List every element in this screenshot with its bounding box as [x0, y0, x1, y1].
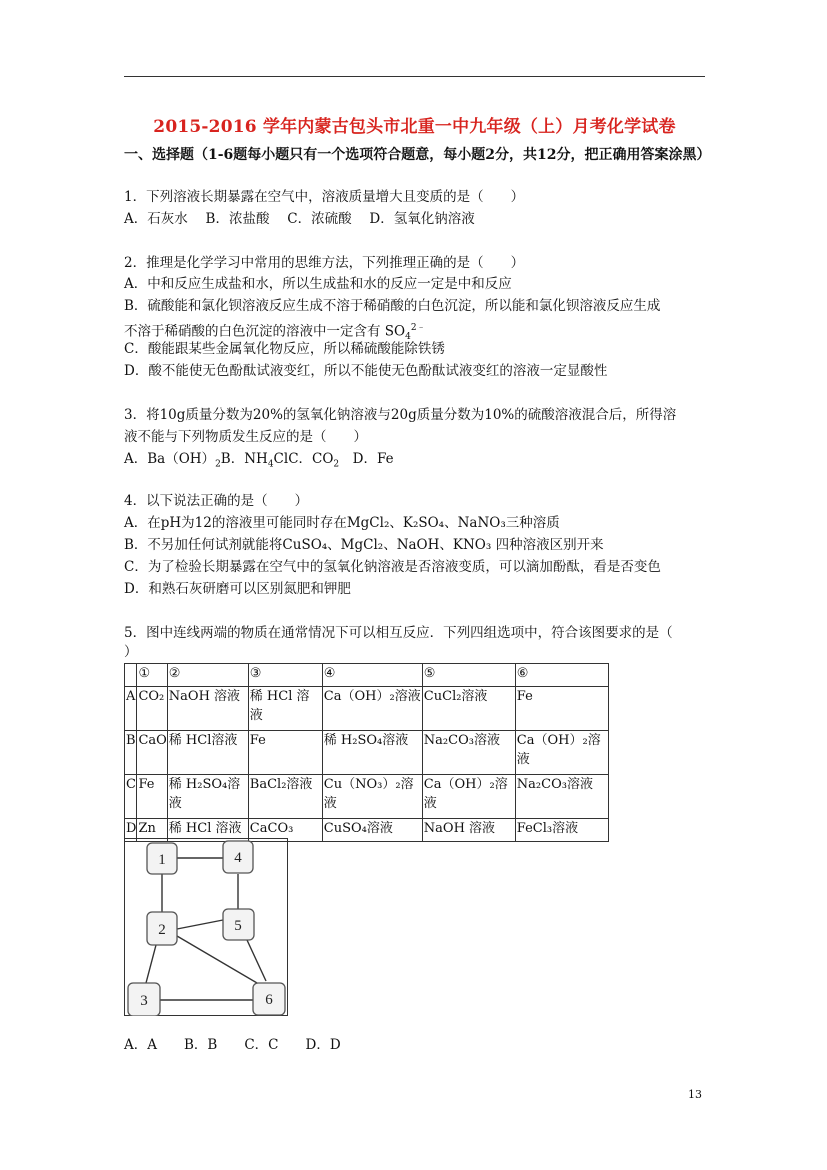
- table-cell: CuSO₄溶液: [322, 819, 422, 842]
- edge-2-6: [177, 936, 257, 983]
- table-cell: Cu（NO₃）₂溶液: [322, 775, 422, 819]
- node-2-label: 2: [158, 922, 166, 938]
- table-cell: 稀 H₂SO₄溶液: [167, 775, 248, 819]
- question-4-option-a: A．在pH为12的溶液里可能同时存在MgCl₂、K₂SO₄、NaNO₃三种溶质: [124, 515, 560, 531]
- table-cell: C: [125, 775, 137, 819]
- question-2-option-d: D．酸不能使无色酚酞试液变红，所以不能使无色酚酞试液变红的溶液一定显酸性: [124, 363, 608, 379]
- question-4-option-c: C．为了检验长期暴露在空气中的氢氧化钠溶液是否溶液变质，可以滴加酚酞，看是否变色: [124, 559, 661, 575]
- table-cell: Ca（OH）₂溶液: [322, 687, 422, 731]
- question-5-line2: ）: [124, 644, 138, 660]
- table-cell: ③: [248, 664, 322, 687]
- question-1-stem: 1．下列溶液长期暴露在空气中，溶液质量增大且变质的是（ ）: [124, 189, 525, 205]
- question-3-line1: 3．将10g质量分数为20%的氢氧化钠溶液与20g质量分数为10%的硫酸溶液混合后，所得溶: [124, 407, 677, 423]
- table-cell: Fe: [515, 687, 608, 731]
- table-cell: Na₂CO₃溶液: [422, 731, 515, 775]
- header-rule: [124, 76, 705, 77]
- question-4-option-b: B．不另加任何试剂就能将CuSO₄、MgCl₂、NaOH、KNO₃ 四种溶液区别开来: [124, 537, 604, 553]
- edge-2-5: [177, 920, 223, 929]
- table-cell: NaOH 溶液: [422, 819, 515, 842]
- table-header-row: [125, 664, 609, 687]
- node-1-label: 1: [158, 852, 166, 868]
- question-3-line2: 液不能与下列物质发生反应的是（ ）: [124, 429, 367, 445]
- table-cell: 稀 HCl 溶液: [248, 687, 322, 731]
- reaction-diagram: [124, 838, 288, 1016]
- question-2-option-c: C．酸能跟某些金属氧化物反应，所以稀硫酸能除铁锈: [124, 341, 445, 357]
- table-cell: Ca（OH）₂溶液: [515, 731, 608, 775]
- question-2-stem: 2．推理是化学学习中常用的思维方法，下列推理正确的是（ ）: [124, 255, 525, 271]
- node-3-label: 3: [140, 993, 148, 1009]
- table-cell: FeCl₃溶液: [515, 819, 608, 842]
- table-cell: Fe: [137, 775, 167, 819]
- section-heading: 一、选择题（1-6题每小题只有一个选项符合题意，每小题2分，共12分，把正确用答案涂黑）: [124, 147, 711, 163]
- table-cell: Fe: [248, 731, 322, 775]
- table-cell: Na₂CO₃溶液: [515, 775, 608, 819]
- question-5-line1: 5．图中连线两端的物质在通常情况下可以相互反应．下列四组选项中，符合该图要求的是（: [124, 625, 673, 641]
- diagram-nodes: [128, 841, 285, 1016]
- table-cell: B: [125, 731, 137, 775]
- table-cell: CaCO₃: [248, 819, 322, 842]
- question-2-option-a: A．中和反应生成盐和水，所以生成盐和水的反应一定是中和反应: [124, 276, 512, 292]
- table-cell: NaOH 溶液: [167, 687, 248, 731]
- table-cell: BaCl₂溶液: [248, 775, 322, 819]
- table-row: [125, 775, 609, 819]
- table-cell: ①: [137, 664, 167, 687]
- table-cell: ②: [167, 664, 248, 687]
- table-cell: A: [125, 687, 137, 731]
- edge-2-3: [146, 945, 156, 983]
- question-4-option-d: D．和熟石灰研磨可以区别氮肥和钾肥: [124, 581, 351, 597]
- table-cell: [125, 664, 137, 687]
- edge-5-6: [247, 940, 266, 981]
- page-title: 2015-2016 学年内蒙古包头市北重一中九年级（上）月考化学试卷: [153, 117, 676, 137]
- node-4-label: 4: [234, 850, 242, 866]
- table-cell: CaO: [137, 731, 167, 775]
- table-row: [125, 687, 609, 731]
- question-2-option-b-line2: 不溶于稀硝酸的白色沉淀的溶液中一定含有 $SO_4^{2﹣}$: [124, 323, 426, 343]
- table-cell: Zn: [137, 819, 167, 842]
- question-2-option-b-line1: B．硫酸能和氯化钡溶液反应生成不溶于稀硝酸的白色沉淀，所以能和氯化钡溶液反应生成: [124, 298, 661, 314]
- options-table: [124, 663, 609, 842]
- question-4-stem: 4．以下说法正确的是（ ）: [124, 493, 309, 509]
- table-cell: ④: [322, 664, 422, 687]
- table-cell: CuCl₂溶液: [422, 687, 515, 731]
- table-cell: ⑥: [515, 664, 608, 687]
- table-cell: D: [125, 819, 137, 842]
- question-5-answers: A．A B．B C．C D．D: [124, 1037, 341, 1053]
- question-1-options: A．石灰水 B．浓盐酸 C．浓硫酸 D．氢氧化钠溶液: [124, 211, 475, 227]
- table-cell: Ca（OH）₂溶液: [422, 775, 515, 819]
- node-5-label: 5: [234, 918, 242, 934]
- node-6-label: 6: [265, 992, 273, 1008]
- table-cell: 稀 HCl 溶液: [167, 819, 248, 842]
- table-cell: CO₂: [137, 687, 167, 731]
- question-3-options: A．$Ba(OH)_2B$．$NH_4ClC$．$CO_2$ D．Fe: [124, 451, 394, 470]
- table-cell: ⑤: [422, 664, 515, 687]
- table-cell: 稀 HCl溶液: [167, 731, 248, 775]
- table-row: [125, 731, 609, 775]
- page-number: 13: [688, 1088, 702, 1101]
- table-cell: 稀 H₂SO₄溶液: [322, 731, 422, 775]
